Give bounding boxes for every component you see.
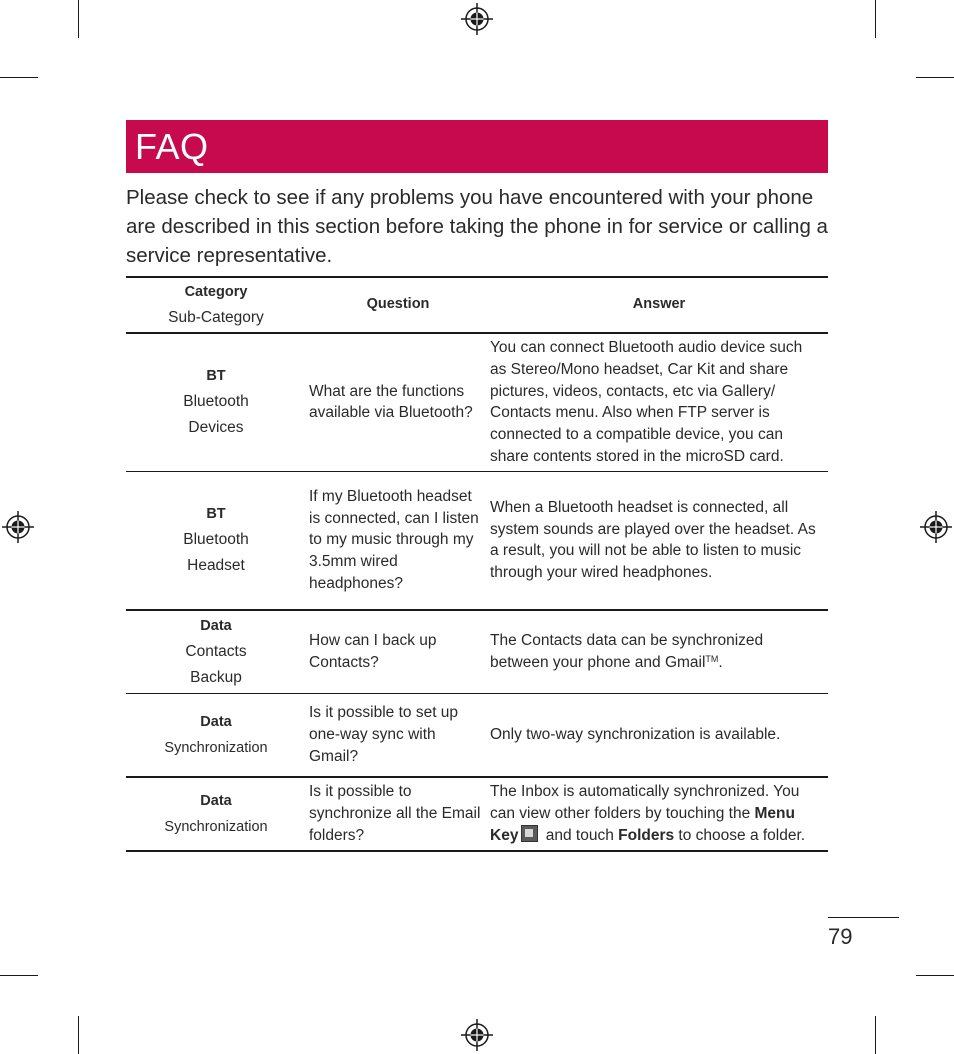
category-cell	[126, 471, 306, 610]
table-row	[126, 610, 828, 693]
subcategory-label: Contacts	[185, 642, 247, 660]
category-label: Data	[200, 793, 232, 809]
subcategory-label: Bluetooth	[183, 531, 249, 549]
crop-mark	[875, 0, 876, 38]
faq-table	[126, 276, 828, 852]
section-banner	[126, 120, 828, 173]
folders-label: Folders	[618, 826, 675, 844]
question-cell: What are the functions available via Bluetooth?	[309, 382, 473, 422]
question-cell: How can I back up Contacts?	[309, 632, 437, 671]
page-title: FAQ	[135, 126, 209, 167]
table-row	[126, 471, 828, 610]
registration-mark-icon	[461, 3, 493, 35]
table-row	[126, 693, 828, 777]
menu-key-label: Menu Key	[490, 805, 795, 844]
answer-cell	[490, 777, 828, 851]
category-cell	[126, 610, 306, 693]
crop-mark	[0, 975, 38, 976]
subcategory-label: Headset	[187, 557, 245, 575]
intro-paragraph: Please check to see if any problems you have encountered with your phone are described in this section before taking the phone in for service or calling a service representative.	[126, 186, 828, 267]
category-header	[126, 277, 306, 333]
answer-text: to choose a folder.	[674, 826, 806, 844]
category-cell	[126, 777, 306, 851]
question-cell: Is it possible to set up one-way sync with Gmail?	[309, 704, 459, 765]
category-label: Data	[200, 617, 232, 634]
crop-mark	[78, 0, 79, 38]
crop-mark	[78, 1016, 79, 1054]
answer-header: Answer	[632, 296, 686, 313]
question-header: Question	[366, 296, 430, 313]
answer-cell: When a Bluetooth headset is connected, all system sounds are played over the headset. As a result, you will not be able to listen to music through your wired headphones.	[490, 498, 816, 581]
category-header-label: Category	[184, 284, 248, 300]
subcategory-label: Synchronization	[164, 819, 268, 835]
crop-mark	[875, 1016, 876, 1054]
category-label: BT	[206, 506, 226, 523]
page-number: 79	[828, 924, 853, 949]
table-header-row	[126, 277, 828, 333]
answer-text: The Inbox is automatically synchronized. You can view other folders by touching the	[490, 783, 800, 823]
subcategory-header-label: Sub-Category	[168, 309, 264, 326]
answer-text: The Contacts data can be synchronized between your phone and Gmail	[490, 632, 764, 671]
menu-key-icon	[521, 825, 538, 842]
answer-text: and touch	[541, 826, 619, 844]
crop-mark	[916, 77, 954, 78]
category-label: Data	[200, 713, 232, 730]
answer-text-end: .	[718, 653, 723, 671]
registration-mark-icon	[920, 511, 952, 543]
table-row	[126, 333, 828, 471]
question-cell: Is it possible to synchronize all the Email folders?	[309, 783, 481, 844]
category-label: BT	[206, 368, 226, 385]
subcategory-label: Backup	[190, 668, 242, 686]
subcategory-label: Synchronization	[164, 739, 268, 756]
registration-mark-icon	[461, 1019, 493, 1051]
answer-cell	[490, 610, 828, 693]
subcategory-label: Devices	[188, 419, 244, 437]
crop-mark	[0, 77, 38, 78]
answer-cell: You can connect Bluetooth audio device such as Stereo/Mono headset, Car Kit and share pictures, videos, contacts, etc via Gallery/ Contacts menu. Also when FTP server is connected to a compatible device, you can share contents stored in the microSD card.	[490, 339, 803, 465]
subcategory-label: Bluetooth	[183, 393, 249, 411]
page-number-rule	[828, 917, 899, 918]
crop-mark	[916, 975, 954, 976]
answer-cell: Only two-way synchronization is available.	[490, 725, 781, 743]
question-cell: If my Bluetooth headset is connected, can I listen to my music through my 3.5mm wired headphones?	[309, 487, 479, 592]
category-cell	[126, 333, 306, 471]
registration-mark-icon	[2, 511, 34, 543]
table-row	[126, 777, 828, 851]
trademark-mark: TM	[705, 653, 719, 664]
category-cell	[126, 693, 306, 777]
